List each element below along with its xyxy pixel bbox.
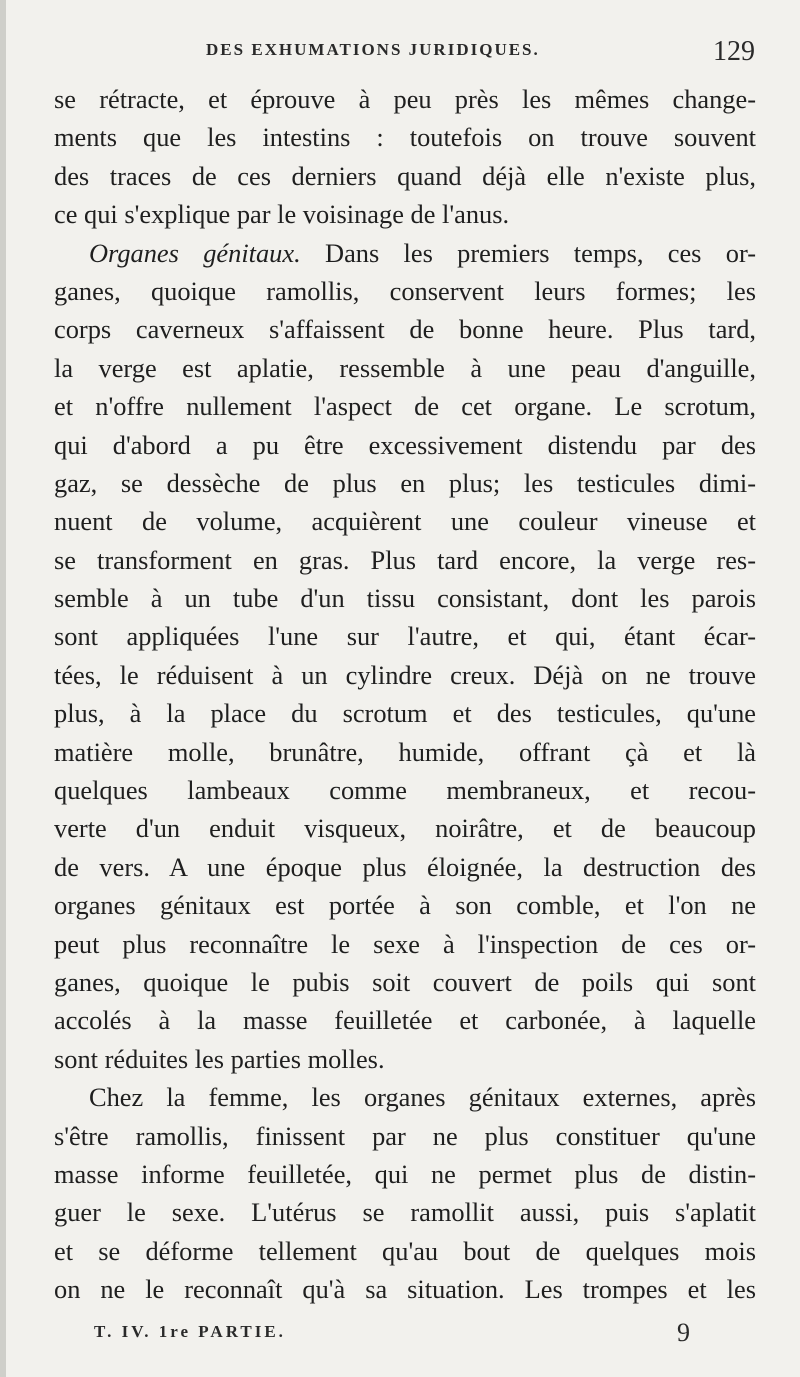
page-header (56, 36, 755, 76)
text-line: sont réduites les parties molles. (54, 1043, 385, 1074)
text-line: qui d'abord a pu être excessivement distendu par des (54, 429, 756, 460)
text-line: guer le sexe. L'utérus se ramollit aussi, puis s'aplatit (54, 1197, 756, 1228)
text-line: peut plus reconnaître le sexe à l'inspection de ces or- (54, 928, 756, 959)
text-line: nuent de volume, acquièrent une couleur vineuse et (54, 506, 756, 537)
page-number: 129 (713, 36, 755, 67)
text-line: et n'offre nullement l'aspect de cet organe. Le scrotum, (54, 391, 756, 422)
text-line: de vers. A une époque plus éloignée, la destruction des (54, 851, 756, 882)
text-line: s'être ramollis, finissent par ne plus constituer qu'une (54, 1120, 756, 1151)
text-line: la verge est aplatie, ressemble à une peau d'anguille, (54, 352, 756, 383)
text-line: des traces de ces derniers quand déjà elle n'existe plus, (54, 160, 756, 191)
text-line: matière molle, brunâtre, humide, offrant çà et là (54, 736, 756, 767)
section-heading-italic: Organes génitaux. (89, 237, 301, 268)
text-line: Chez la femme, les organes génitaux externes, après (89, 1082, 756, 1113)
text-line: accolés à la masse feuilletée et carbonée, à laquelle (54, 1005, 756, 1036)
page-footer (94, 1318, 690, 1354)
text-line: tées, le réduisent à un cylindre creux. Déjà on ne trouve (54, 659, 756, 690)
text-line: quelques lambeaux comme membraneux, et recou- (54, 775, 756, 806)
signature-mark: T. IV. 1re PARTIE. (94, 1322, 286, 1341)
text-line: masse informe feuilletée, qui ne permet plus de distin- (54, 1158, 756, 1189)
text-line: plus, à la place du scrotum et des testicules, qu'une (54, 698, 756, 729)
text-line (54, 234, 756, 272)
text-line: ce qui s'explique par le voisinage de l'anus. (54, 199, 510, 230)
text-line: organes génitaux est portée à son comble, et l'on ne (54, 890, 756, 921)
text-line: ganes, quoique ramollis, conservent leurs formes; les (54, 275, 756, 306)
text-line: verte d'un enduit visqueux, noirâtre, et de beaucoup (54, 813, 756, 844)
text-line-rest: Dans les premiers temps, ces or- (300, 237, 756, 268)
text-line: semble à un tube d'un tissu consistant, dont les parois (54, 583, 756, 614)
signature-number: 9 (677, 1318, 690, 1347)
running-title: DES EXHUMATIONS JURIDIQUES. (206, 40, 540, 59)
text-line: ments que les intestins : toutefois on trouve souvent (54, 122, 756, 153)
text-line: se rétracte, et éprouve à peu près les mêmes change- (54, 84, 756, 114)
text-line: ganes, quoique le pubis soit couvert de poils qui sont (54, 966, 756, 997)
text-line: sont appliquées l'une sur l'autre, et qui, étant écar- (54, 621, 756, 652)
text-line: corps caverneux s'affaissent de bonne heure. Plus tard, (54, 314, 756, 345)
text-line: et se déforme tellement qu'au bout de quelques mois (54, 1235, 756, 1266)
text-line: gaz, se dessèche de plus en plus; les testicules dimi- (54, 467, 756, 498)
text-line: on ne le reconnaît qu'à sa situation. Les trompes et les (54, 1274, 756, 1305)
body-text (54, 80, 756, 1309)
text-line: se transforment en gras. Plus tard encore, la verge res- (54, 544, 756, 575)
